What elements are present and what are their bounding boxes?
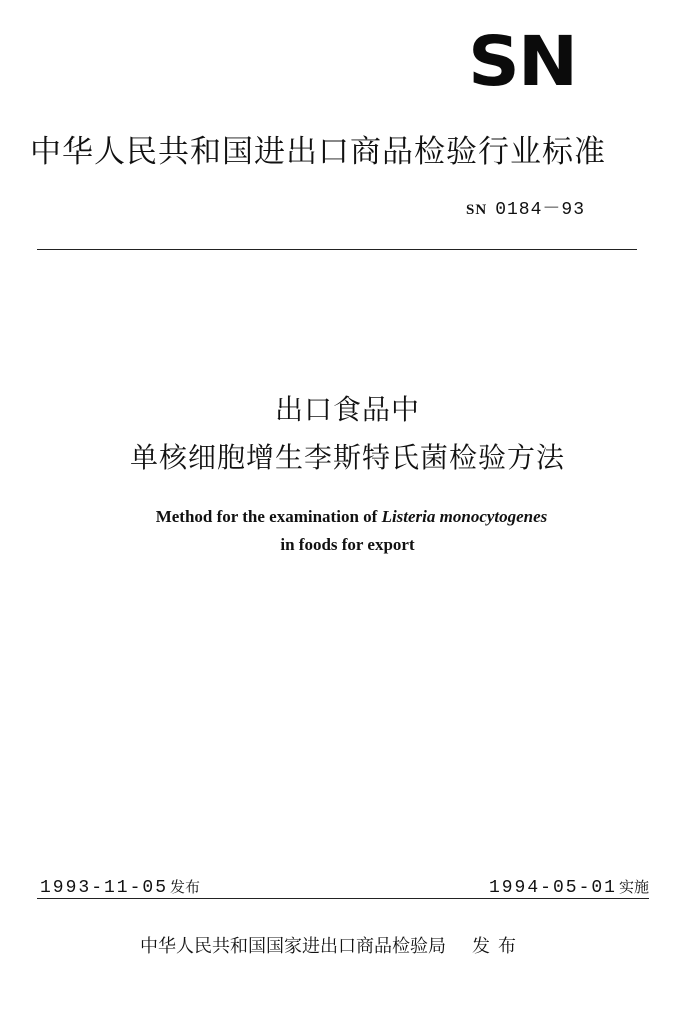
effective-date — [489, 876, 649, 899]
issuing-authority — [140, 934, 524, 960]
issuer-name: 中华人民共和国国家进出口商品检验局 — [140, 936, 446, 957]
chinese-title-line-1: 出口食品中 — [274, 393, 420, 426]
english-title-line-1 — [4, 505, 695, 529]
footer-divider — [37, 898, 649, 899]
issuer-action: 发布 — [472, 936, 524, 957]
header-divider — [37, 249, 637, 250]
issue-date — [40, 876, 200, 899]
issue-date-label: 发布 — [170, 878, 201, 896]
english-title-line-2: in foods for export — [280, 535, 415, 554]
issue-date-value: 1993-11-05 — [40, 878, 169, 898]
standard-prefix: SN — [466, 202, 488, 218]
chinese-title-line-2: 单核细胞增生李斯特氏菌检验方法 — [129, 441, 565, 474]
standard-number — [466, 198, 585, 222]
english-title-species: Listeria monocytogenes — [381, 507, 548, 526]
effective-date-value: 1994-05-01 — [488, 878, 617, 898]
effective-date-label: 实施 — [618, 878, 649, 896]
sn-logo: SN — [468, 21, 577, 102]
standard-category-title: 中华人民共和国进出口商品检验行业标准 — [30, 134, 606, 170]
english-title-text: Method for the examination of — [155, 507, 382, 526]
standard-code: 0184－93 — [495, 200, 585, 220]
